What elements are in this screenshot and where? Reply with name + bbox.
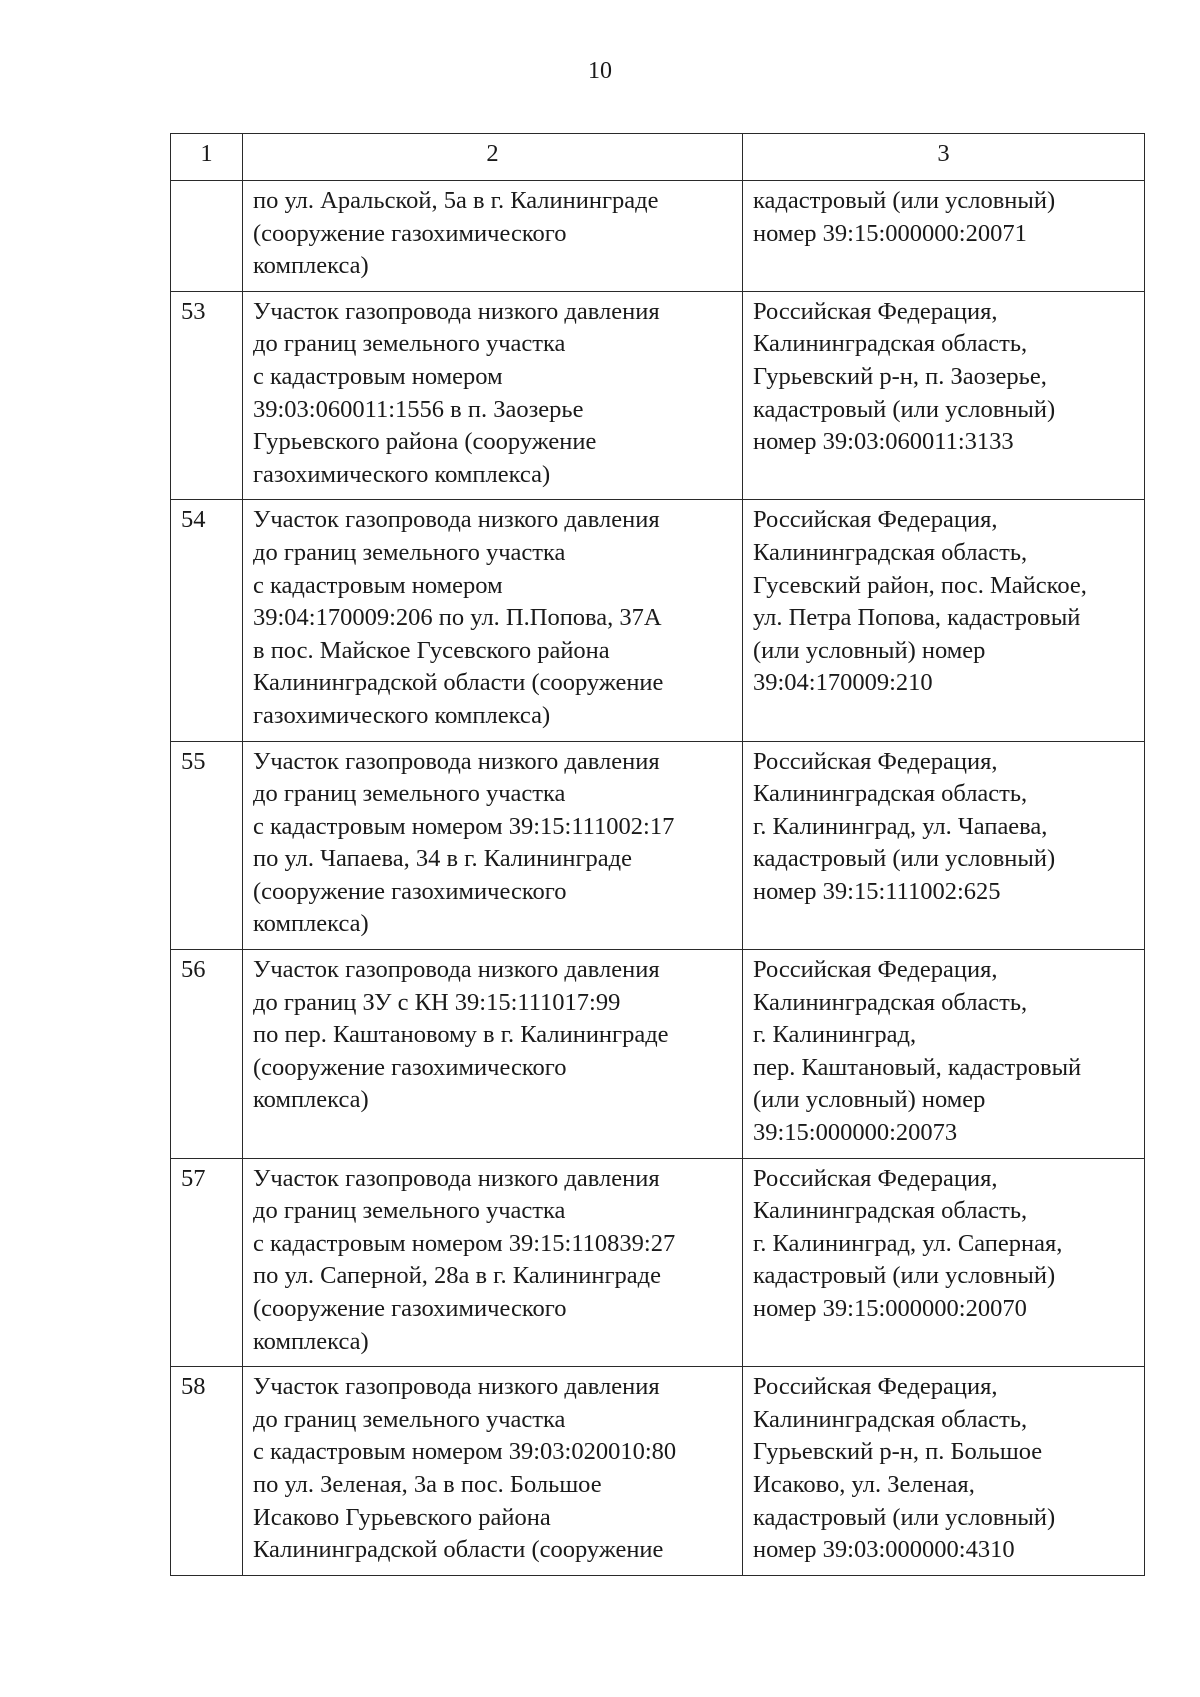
description-line: Участок газопровода низкого давления [253,747,660,775]
description-line: Участок газопровода низкого давления [253,506,660,534]
description-line: Гурьевского района (сооружение [253,428,597,456]
object-description [243,1158,743,1367]
location-line: Российская Федерация, [753,297,998,325]
object-location [743,950,1145,1159]
location-line: г. Калининград, ул. Чапаева, [753,812,1048,840]
location-line: Российская Федерация, [753,506,998,534]
object-description [243,950,743,1159]
description-line: по ул. Аральской, 5а в г. Калининграде [253,187,659,214]
column-header-number: 1 [171,134,243,181]
description-line: до границ земельного участка [253,1405,566,1433]
location-line: г. Калининград, ул. Саперная, [753,1229,1063,1257]
description-line: с кадастровым номером [253,571,503,599]
description-line: с кадастровым номером 39:15:110839:27 [253,1229,676,1257]
description-line: (сооружение газохимического [253,1295,567,1322]
object-location [743,741,1145,950]
description-line: по ул. Саперной, 28а в г. Калининграде [253,1262,662,1290]
object-location [743,1367,1145,1576]
description-line: Участок газопровода низкого давления [253,1164,660,1192]
location-line: Российская Федерация, [753,747,998,775]
location-line: кадастровый (или условный) [753,845,1056,873]
description-line: с кадастровым номером 39:15:111002:17 [253,812,675,840]
object-location [743,1158,1145,1367]
description-line: комплекса) [253,252,369,280]
location-line: 39:04:170009:210 [753,669,933,697]
location-line: Калининградская область, [753,1405,1028,1433]
location-line: 39:15:000000:20073 [753,1119,958,1147]
location-line: Гусевский район, пос. Майское, [753,571,1087,599]
object-location [743,500,1145,741]
row-number: 56 [171,950,243,1159]
description-line: газохимического комплекса) [253,701,551,729]
table-header-row [171,134,1145,181]
location-line: кадастровый (или условный) [753,395,1056,423]
location-line: номер 39:03:060011:3133 [753,428,1014,456]
column-header-location: 3 [743,134,1145,181]
table-body [171,181,1145,1576]
row-number [171,181,243,292]
row-number: 55 [171,741,243,950]
object-description [243,741,743,950]
location-line: номер 39:15:111002:625 [753,877,1001,905]
row-number: 53 [171,291,243,500]
location-line: Калининградская область, [753,330,1028,358]
object-description [243,291,743,500]
table-row [171,741,1145,950]
description-line: с кадастровым номером [253,362,503,390]
description-line: до границ земельного участка [253,330,566,358]
row-number: 58 [171,1367,243,1576]
description-line: до границ ЗУ с КН 39:15:111017:99 [253,988,621,1016]
location-line: Исаково, ул. Зеленая, [753,1470,975,1498]
object-description [243,181,743,292]
description-line: (сооружение газохимического [253,1053,567,1081]
description-line: в пос. Майское Гусевского района [253,636,610,664]
description-line: Участок газопровода низкого давления [253,1373,660,1401]
description-line: 39:03:060011:1556 в п. Заозерье [253,395,584,423]
description-line: газохимического комплекса) [253,460,551,488]
location-line: Калининградская область, [753,1197,1028,1225]
location-line: кадастровый (или условный) [753,1503,1056,1531]
location-line: Калининградская область, [753,988,1028,1016]
location-line: Калининградская область, [753,538,1028,566]
table-row [171,1367,1145,1576]
row-number: 54 [171,500,243,741]
location-line: кадастровый (или условный) [753,187,1056,214]
objects-table [170,133,1145,1576]
location-line: Российская Федерация, [753,1373,998,1401]
description-line: Калининградской области (сооружение [253,669,664,697]
page-number: 10 [588,58,612,84]
description-line: с кадастровым номером 39:03:020010:80 [253,1438,677,1466]
location-line: Гурьевский р-н, п. Большое [753,1438,1043,1466]
description-line: по ул. Зеленая, 3а в пос. Большое [253,1470,602,1498]
description-line: комплекса) [253,1327,369,1355]
description-line: комплекса) [253,910,369,938]
object-location [743,291,1145,500]
location-line: (или условный) номер [753,1086,986,1114]
description-line: до границ земельного участка [253,780,566,808]
description-line: 39:04:170009:206 по ул. П.Попова, 37А [253,604,662,632]
description-line: Участок газопровода низкого давления [253,297,660,325]
location-line: (или условный) номер [753,636,986,664]
object-description [243,500,743,741]
object-description [243,1367,743,1576]
location-line: номер 39:15:000000:20071 [753,219,1027,247]
description-line: Калининградской области (сооружение [253,1536,664,1564]
description-line: по пер. Каштановому в г. Калининграде [253,1021,669,1049]
location-line: г. Калининград, [753,1021,917,1049]
location-line: ул. Петра Попова, кадастровый [753,604,1081,632]
table-row [171,291,1145,500]
description-line: Исаково Гурьевского района [253,1503,551,1531]
description-line: по ул. Чапаева, 34 в г. Калининграде [253,845,632,873]
location-line: пер. Каштановый, кадастровый [753,1053,1082,1081]
object-location [743,181,1145,292]
description-line: (сооружение газохимического [253,877,567,905]
location-line: Российская Федерация, [753,956,998,984]
description-line: Участок газопровода низкого давления [253,956,660,984]
location-line: Калининградская область, [753,780,1028,808]
location-line: Российская Федерация, [753,1164,998,1192]
description-line: комплекса) [253,1086,369,1114]
row-number: 57 [171,1158,243,1367]
table-row [171,950,1145,1159]
column-header-description: 2 [243,134,743,181]
table-row [171,1158,1145,1367]
description-line: до границ земельного участка [253,538,566,566]
location-line: номер 39:03:000000:4310 [753,1536,1015,1564]
table-row [171,181,1145,292]
table-row [171,500,1145,741]
location-line: кадастровый (или условный) [753,1262,1056,1290]
location-line: Гурьевский р-н, п. Заозерье, [753,362,1047,390]
description-line: (сооружение газохимического [253,219,567,247]
description-line: до границ земельного участка [253,1197,566,1225]
location-line: номер 39:15:000000:20070 [753,1295,1027,1322]
